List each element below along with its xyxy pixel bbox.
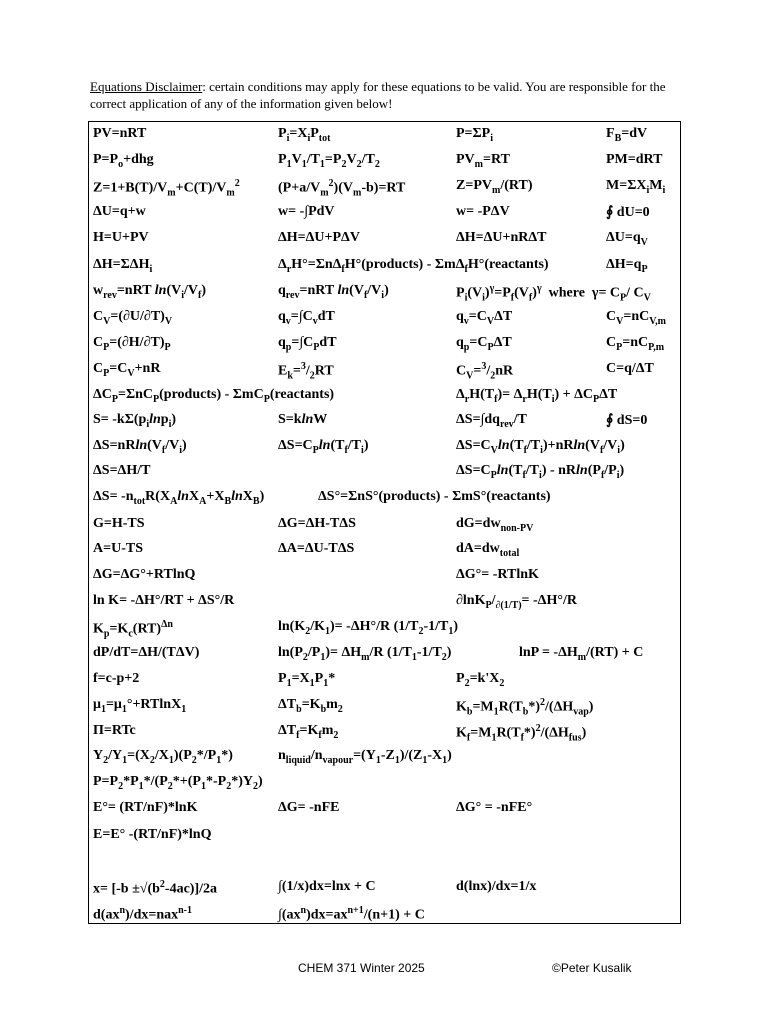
equation: $q_{rev}=nRT$ $\ln(V_f/V_i)$ [278, 283, 389, 301]
equation: w= -∫PdV [278, 204, 335, 219]
equation-row [89, 152, 680, 177]
equation-row [89, 361, 680, 386]
equation: $dG=dw_{non-PV}$ [456, 516, 534, 534]
equation: d(lnx)/dx=1/x [456, 879, 537, 894]
equation: $\Delta_rH(T_f)= \Delta_rH(T_i) + \Delta C_P\Delta T$ [456, 387, 618, 405]
equation: ΔS°=ΣnS°(products) - ΣmS°(reactants) [318, 489, 551, 504]
equation-row [89, 619, 680, 644]
equation: ∮ dS=0 [606, 413, 648, 428]
equation: ΔS=ΔH/T [93, 463, 151, 478]
equation: $\Delta T_f=K_fm_2$ [278, 723, 339, 741]
equation: $C_P=nC_{P,m}$ [606, 335, 665, 353]
equation-sheet [88, 121, 681, 924]
equation: $K_p=K_c(RT)^{\Delta n}$ [93, 619, 173, 640]
equation: $P=P_o+dhg$ [93, 152, 154, 170]
equation-row [89, 748, 680, 773]
equation: $P_2=k'X_2$ [456, 671, 505, 689]
equation: ∮ dU=0 [606, 205, 650, 220]
disclaimer-text: : certain conditions may apply for these equations to be valid. You are responsible for the correct application of any of the information given below! [90, 79, 666, 111]
equation: $d(ax^n)/dx=nax^{n-1}$ [93, 905, 193, 923]
equation: $\Delta_rH^\circ=\Sigma n\Delta_fH^\circ(products)$ - ΣmΔ$_f$H°(reactants) [278, 257, 549, 275]
equation: $q_v=C_V\Delta T$ [456, 309, 513, 327]
equation: $Z=1+B(T)/V_m+C(T)/V_m^2$ [93, 178, 240, 199]
equation: $P=P_2*P_1*/(P_2*+(P_1*-P_2*)Y_2)$ [93, 774, 263, 792]
equation-row [89, 283, 680, 308]
equation-row [89, 178, 680, 203]
equation: $\int(ax^n)dx=ax^{n+1}/(n+1) + C$ [278, 905, 425, 923]
equation: $\ln(P_2/P_1)= \Delta H_m/R$ $(1/T_1-1/T_2)$ [278, 645, 452, 663]
equation: dP/dT=ΔH/(TΔV) [93, 645, 200, 660]
equation: f=c-p+2 [93, 671, 140, 686]
equation: ln K= -ΔH°/RT + ΔS°/R [93, 593, 235, 608]
equation: $n_{liquid}/n_{vapour}=(Y_1-Z_1)/(Z_1-X_1)$ [278, 748, 452, 766]
disclaimer [90, 78, 690, 112]
equation: $P_i(V_i)^\gamma=P_f(V_f)^\gamma$ where $\gamma= C_P/$ $C_V$ [456, 283, 651, 304]
equation: $\Delta T_b=K_bm_2$ [278, 697, 343, 715]
equation: $C_P=C_V+nR$ [93, 361, 161, 379]
equation: C=q/ΔT [606, 361, 654, 376]
equation-row [89, 387, 680, 412]
equation-row [89, 853, 680, 878]
footer-course: CHEM 371 Winter 2025 [298, 961, 425, 975]
equation: A=U-TS [93, 541, 143, 556]
equation-row [89, 774, 680, 799]
equation: $\Delta H=q_P$ [606, 257, 648, 275]
equation-row [89, 463, 680, 488]
equation: $x= [-b \pm√(b^2-4ac)]/2a$ [93, 879, 217, 897]
equation: ΔA=ΔU-TΔS [278, 541, 355, 556]
equation: $C_V=nC_{V,m}$ [606, 309, 666, 327]
equation: $\mu_1=\mu_1^\circ+RTlnX_1$ [93, 697, 187, 715]
equation: $K_b=M_1R(T_b*)^2/(\Delta H_{vap})$ [456, 697, 594, 718]
equation: $q_p=\int C_PdT$ [278, 335, 337, 353]
equation-row [89, 204, 680, 229]
equation: $C_V=(\partial U/\partial T)_V$ [93, 309, 173, 327]
equation-row [89, 541, 680, 566]
equation: $E_k=^3/_2RT$ [278, 361, 334, 382]
equation: $C_V=^3/_2nR$ [456, 361, 514, 382]
equation: ΔU=q+w [93, 204, 146, 219]
equation-row [89, 257, 680, 282]
equation: ΔG=ΔG°+RTlnQ [93, 567, 196, 582]
equation: $\Delta C_P=\Sigma nC_P(products)$ - ΣmC$_P$(reactants) [93, 387, 335, 405]
equation: $\ln(K_2/K_1)= -\Delta H^\circ/R$ $(1/T_2-1/T_1)$ [278, 619, 459, 637]
equation: ΔG° = -nFE° [456, 800, 533, 815]
equation: $\Delta H=\Sigma\Delta H_i$ [93, 257, 153, 275]
equation: $\ln P = -\Delta H_m/(RT) + C$ [519, 645, 644, 663]
equation: w= -PΔV [456, 204, 510, 219]
equation: $Z=PV_m/(RT)$ [456, 178, 533, 196]
equation: ∫(1/x)dx=lnx + C [278, 879, 376, 894]
equation-row [89, 567, 680, 592]
equation: ΔG=ΔH-TΔS [278, 516, 356, 531]
equation-row [89, 335, 680, 360]
equation-row [89, 905, 680, 930]
equation-row [89, 126, 680, 151]
footer-author: ©Peter Kusalik [552, 961, 632, 975]
equation-row [89, 309, 680, 334]
equation: ΔG°= -RTlnK [456, 567, 539, 582]
equation-row [89, 800, 680, 825]
equation: $PV_m=RT$ [456, 152, 510, 170]
equation: $Y_2/Y_1=(X_2/X_1)(P_2*/P_1*)$ [93, 748, 233, 766]
equation: $\Delta S=\int dq_{rev}/T$ [456, 412, 527, 430]
equation-row [89, 645, 680, 670]
equation: $(P+a/V_m^2)(V_m-b)=RT$ [278, 178, 406, 199]
equation: ΔH=ΔU+nRΔT [456, 230, 547, 245]
equation: $P=\Sigma P_i$ [456, 126, 494, 144]
equation: $\Delta S=C_P\ln(T_f/T_i) - nRln(P_f/P_i)$ [456, 463, 625, 481]
equation: $P_1V_1/T_1=P_2V_2/T_2$ [278, 152, 380, 170]
equation: $P_i=X_iP_{tot}$ [278, 126, 331, 144]
equation: $P_1=X_1P_1*$ [278, 671, 336, 689]
equation: $K_f=M_1R(T_f*)^2/(\Delta H_{fus})$ [456, 723, 587, 744]
equation: ΔG= -nFE [278, 800, 340, 815]
equation: $\Delta S=C_P\ln(T_f/T_i)$ [278, 438, 369, 456]
equation: H=U+PV [93, 230, 149, 245]
equation: $\partial\ln K_P/_{\partial(1/T)}= -\Delta H^\circ/R$ [456, 593, 577, 611]
equation-row [89, 489, 680, 514]
equation: $\Delta S=C_V\ln(T_f/T_i)+nRln(V_f/V_i)$ [456, 438, 625, 456]
equation: $S= -k\Sigma(p_i\ln p_i)$ [93, 412, 177, 430]
equation: PV=nRT [93, 126, 147, 141]
equation: E°= (RT/nF)*lnK [93, 800, 198, 815]
equation: S=klnW [278, 412, 328, 427]
equation-row [89, 879, 680, 904]
equation: $\Delta U=q_V$ [606, 230, 648, 248]
equation-row [89, 697, 680, 722]
equation: E=E° -(RT/nF)*lnQ [93, 827, 212, 842]
equation: $q_v=\int C_vdT$ [278, 309, 335, 327]
equation-row [89, 723, 680, 748]
equation-row [89, 671, 680, 696]
equation: $dA=dw_{total}$ [456, 541, 520, 559]
equation: G=H-TS [93, 516, 145, 531]
equation: $C_P=(\partial H/\partial T)_P$ [93, 335, 171, 353]
equation: PM=dRT [606, 152, 663, 167]
equation-row [89, 593, 680, 618]
equation: $M=\Sigma X_iM_i$ [606, 178, 666, 196]
equation-row [89, 516, 680, 541]
equation: $\Delta S=nRln(V_f/V_i)$ [93, 438, 187, 456]
equation-row [89, 412, 680, 437]
equation: $w_{rev}=nRT$ $\ln(V_i/V_f)$ [93, 283, 207, 301]
equation: $F_B=dV$ [606, 126, 648, 144]
equation-row [89, 827, 680, 852]
equation: $\Delta S= -n_{tot}R(X_A\ln X_A+X_B\ln X_B)$ [93, 489, 265, 507]
equation: Π=RTc [93, 723, 136, 738]
equation-row [89, 230, 680, 255]
equation: ΔH=ΔU+PΔV [278, 230, 360, 245]
equation-row [89, 438, 680, 463]
disclaimer-label: Equations Disclaimer [90, 79, 203, 94]
equation: $q_p=C_P\Delta T$ [456, 335, 512, 353]
